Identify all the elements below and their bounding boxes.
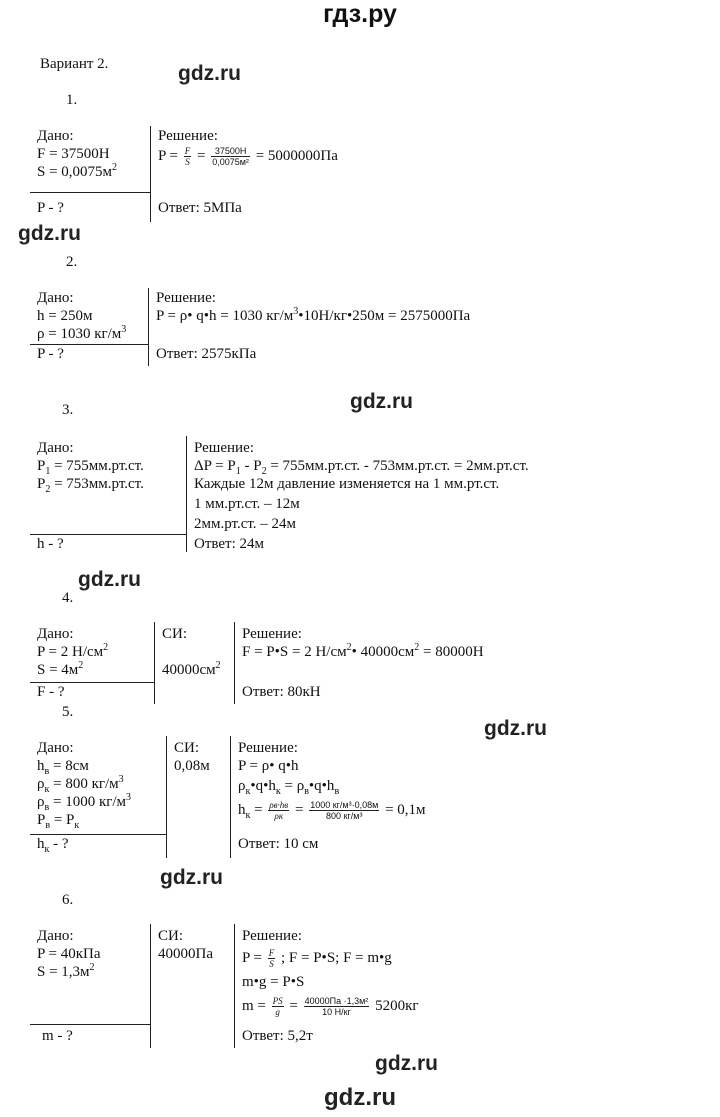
solution-label: Решение:: [156, 290, 216, 306]
fraction: $\frac{F}{S}$: [268, 948, 275, 969]
solution-label: Решение:: [242, 928, 302, 944]
answer: Ответ: 80кН: [242, 684, 321, 700]
given-pressure-1: $P_1 = 755мм.рт.ст$.: [37, 458, 144, 477]
fraction: 40000Па ·1,3м² 10 Н/кг: [304, 996, 369, 1017]
solution-line-4: 2мм.рт.ст. – 24м: [194, 516, 297, 532]
given-area: $S = 1,3м^2$: [37, 962, 95, 980]
find-label: $h_к$ - ?: [37, 836, 69, 855]
find-label: P - ?: [37, 200, 64, 216]
given-density-water: $\rho_в = 1000$ $кг/м^3$: [37, 792, 132, 813]
given-density: ρ = 1030 $кг/м^3$: [37, 324, 127, 342]
solution-equation: P = ρ• q•h = 1030 $кг/м^3•10Н/кг•250м = 2575000Па$: [156, 306, 471, 324]
divider: [148, 288, 149, 366]
solution-label: Решение:: [194, 440, 254, 456]
divider: [30, 834, 166, 835]
given-label: Дано:: [37, 128, 74, 144]
si-label: СИ:: [158, 928, 184, 944]
find-label: F - ?: [37, 684, 65, 700]
solution-line-2: m•g = P•S: [242, 974, 305, 990]
given-height: h = 250м: [37, 308, 93, 324]
given-area: $S = 0,0075м^2$: [37, 162, 118, 180]
answer: Ответ: 2575кПа: [156, 346, 257, 362]
fraction: ρв·hв ρк: [269, 800, 289, 821]
divider: [166, 736, 167, 858]
given-pressure: P = 2 $Н/см^2$: [37, 642, 109, 660]
watermark: gdz.ru: [78, 568, 141, 591]
problem-number: 6.: [62, 892, 74, 908]
answer: Ответ: 10 см: [238, 836, 319, 852]
divider: [150, 924, 151, 1048]
solution-line-1: P = $\frac{F}{S}$ ; F = P•S; F = m•g: [242, 948, 392, 969]
solution-equation: P = $\frac{F}{S}$ = 37500Н 0,0075м² = 5000000Па: [158, 146, 338, 167]
fraction: $\frac{F}{S}$: [184, 146, 191, 167]
given-label: Дано:: [37, 740, 74, 756]
solution-line-2: Каждые 12м давление изменяется на 1 мм.рт.ст.: [194, 476, 500, 492]
site-footer: gdz.ru: [324, 1084, 396, 1111]
solution-line-2: $\rho_к•q•h_к$ = $\rho_в•q•h_в$: [238, 778, 340, 797]
solution-line-3: 1 мм.рт.ст. – 12м: [194, 496, 300, 512]
solution-line-1: P = ρ• q•h: [238, 758, 299, 774]
answer: Ответ: 24м: [194, 536, 265, 552]
given-label: Дано:: [37, 626, 74, 642]
divider: [30, 1024, 150, 1025]
si-value: 0,08м: [174, 758, 210, 774]
given-height-water: $h_в = 8см$: [37, 758, 89, 777]
divider: [150, 126, 151, 222]
si-value: $40000см^2$: [162, 660, 221, 678]
divider: [154, 622, 155, 704]
si-value: 40000Па: [158, 946, 213, 962]
divider: [30, 534, 186, 535]
watermark: gdz.ru: [350, 390, 413, 413]
given-force: F = 37500Н: [37, 146, 110, 162]
given-pressure-equality: $P_в = P_к$: [37, 812, 80, 831]
divider: [30, 682, 154, 683]
find-label: m - ?: [42, 1028, 73, 1044]
given-pressure-2: $P_2 = 753мм.рт.ст$.: [37, 476, 144, 495]
solution-line-3: $h_к$ = ρв·hв ρк = 1000 кг/м³·0,08м 800 кг/м³ = 0,1м: [238, 800, 426, 821]
given-area: $S = 4м^2$: [37, 660, 84, 678]
watermark: gdz.ru: [375, 1052, 438, 1075]
fraction: 1000 кг/м³·0,08м 800 кг/м³: [310, 800, 379, 821]
watermark: gdz.ru: [178, 62, 241, 85]
solution-equation: F = P•S = 2 $Н/см^2•$ $40000см^2 = 80000Н$: [242, 642, 484, 660]
answer: Ответ: 5МПа: [158, 200, 242, 216]
answer: Ответ: 5,2т: [242, 1028, 313, 1044]
watermark: gdz.ru: [484, 717, 547, 740]
given-label: Дано:: [37, 928, 74, 944]
si-label: СИ:: [174, 740, 200, 756]
problem-number: 2.: [66, 254, 78, 270]
divider: [30, 344, 148, 345]
si-label: СИ:: [162, 626, 188, 642]
watermark: gdz.ru: [18, 222, 81, 245]
divider: [230, 736, 231, 858]
solution-label: Решение:: [158, 128, 218, 144]
site-header: гдз.ру: [323, 0, 397, 28]
solution-label: Решение:: [238, 740, 298, 756]
given-pressure: P = 40кПа: [37, 946, 101, 962]
divider: [30, 192, 150, 193]
solution-line-3: m = $\frac{PS}{g}$ = 40000Па ·1,3м² 10 Н/кг 5200кг: [242, 996, 419, 1017]
divider: [234, 924, 235, 1048]
problem-number: 1.: [66, 92, 78, 108]
given-label: Дано:: [37, 290, 74, 306]
given-label: Дано:: [37, 440, 74, 456]
fraction: $\frac{PS}{g}$: [272, 996, 283, 1017]
problem-number: 5.: [62, 704, 74, 720]
variant-title: Вариант 2.: [40, 56, 109, 72]
divider: [186, 436, 187, 552]
find-label: P - ?: [37, 346, 64, 362]
solution-line-1: $\Delta P = P_1 - P_2 = 755мм.рт.ст$. - 753мм.рт.ст. = 2мм.рт.ст.: [194, 458, 529, 477]
problem-number: 3.: [62, 402, 74, 418]
watermark: gdz.ru: [160, 866, 223, 889]
divider: [234, 622, 235, 704]
problem-number: 4.: [62, 590, 74, 606]
find-label: h - ?: [37, 536, 64, 552]
fraction: 37500Н 0,0075м²: [212, 146, 249, 167]
solution-label: Решение:: [242, 626, 302, 642]
given-density-kerosene: $\rho_к = 800$ $кг/м^3$: [37, 774, 124, 795]
